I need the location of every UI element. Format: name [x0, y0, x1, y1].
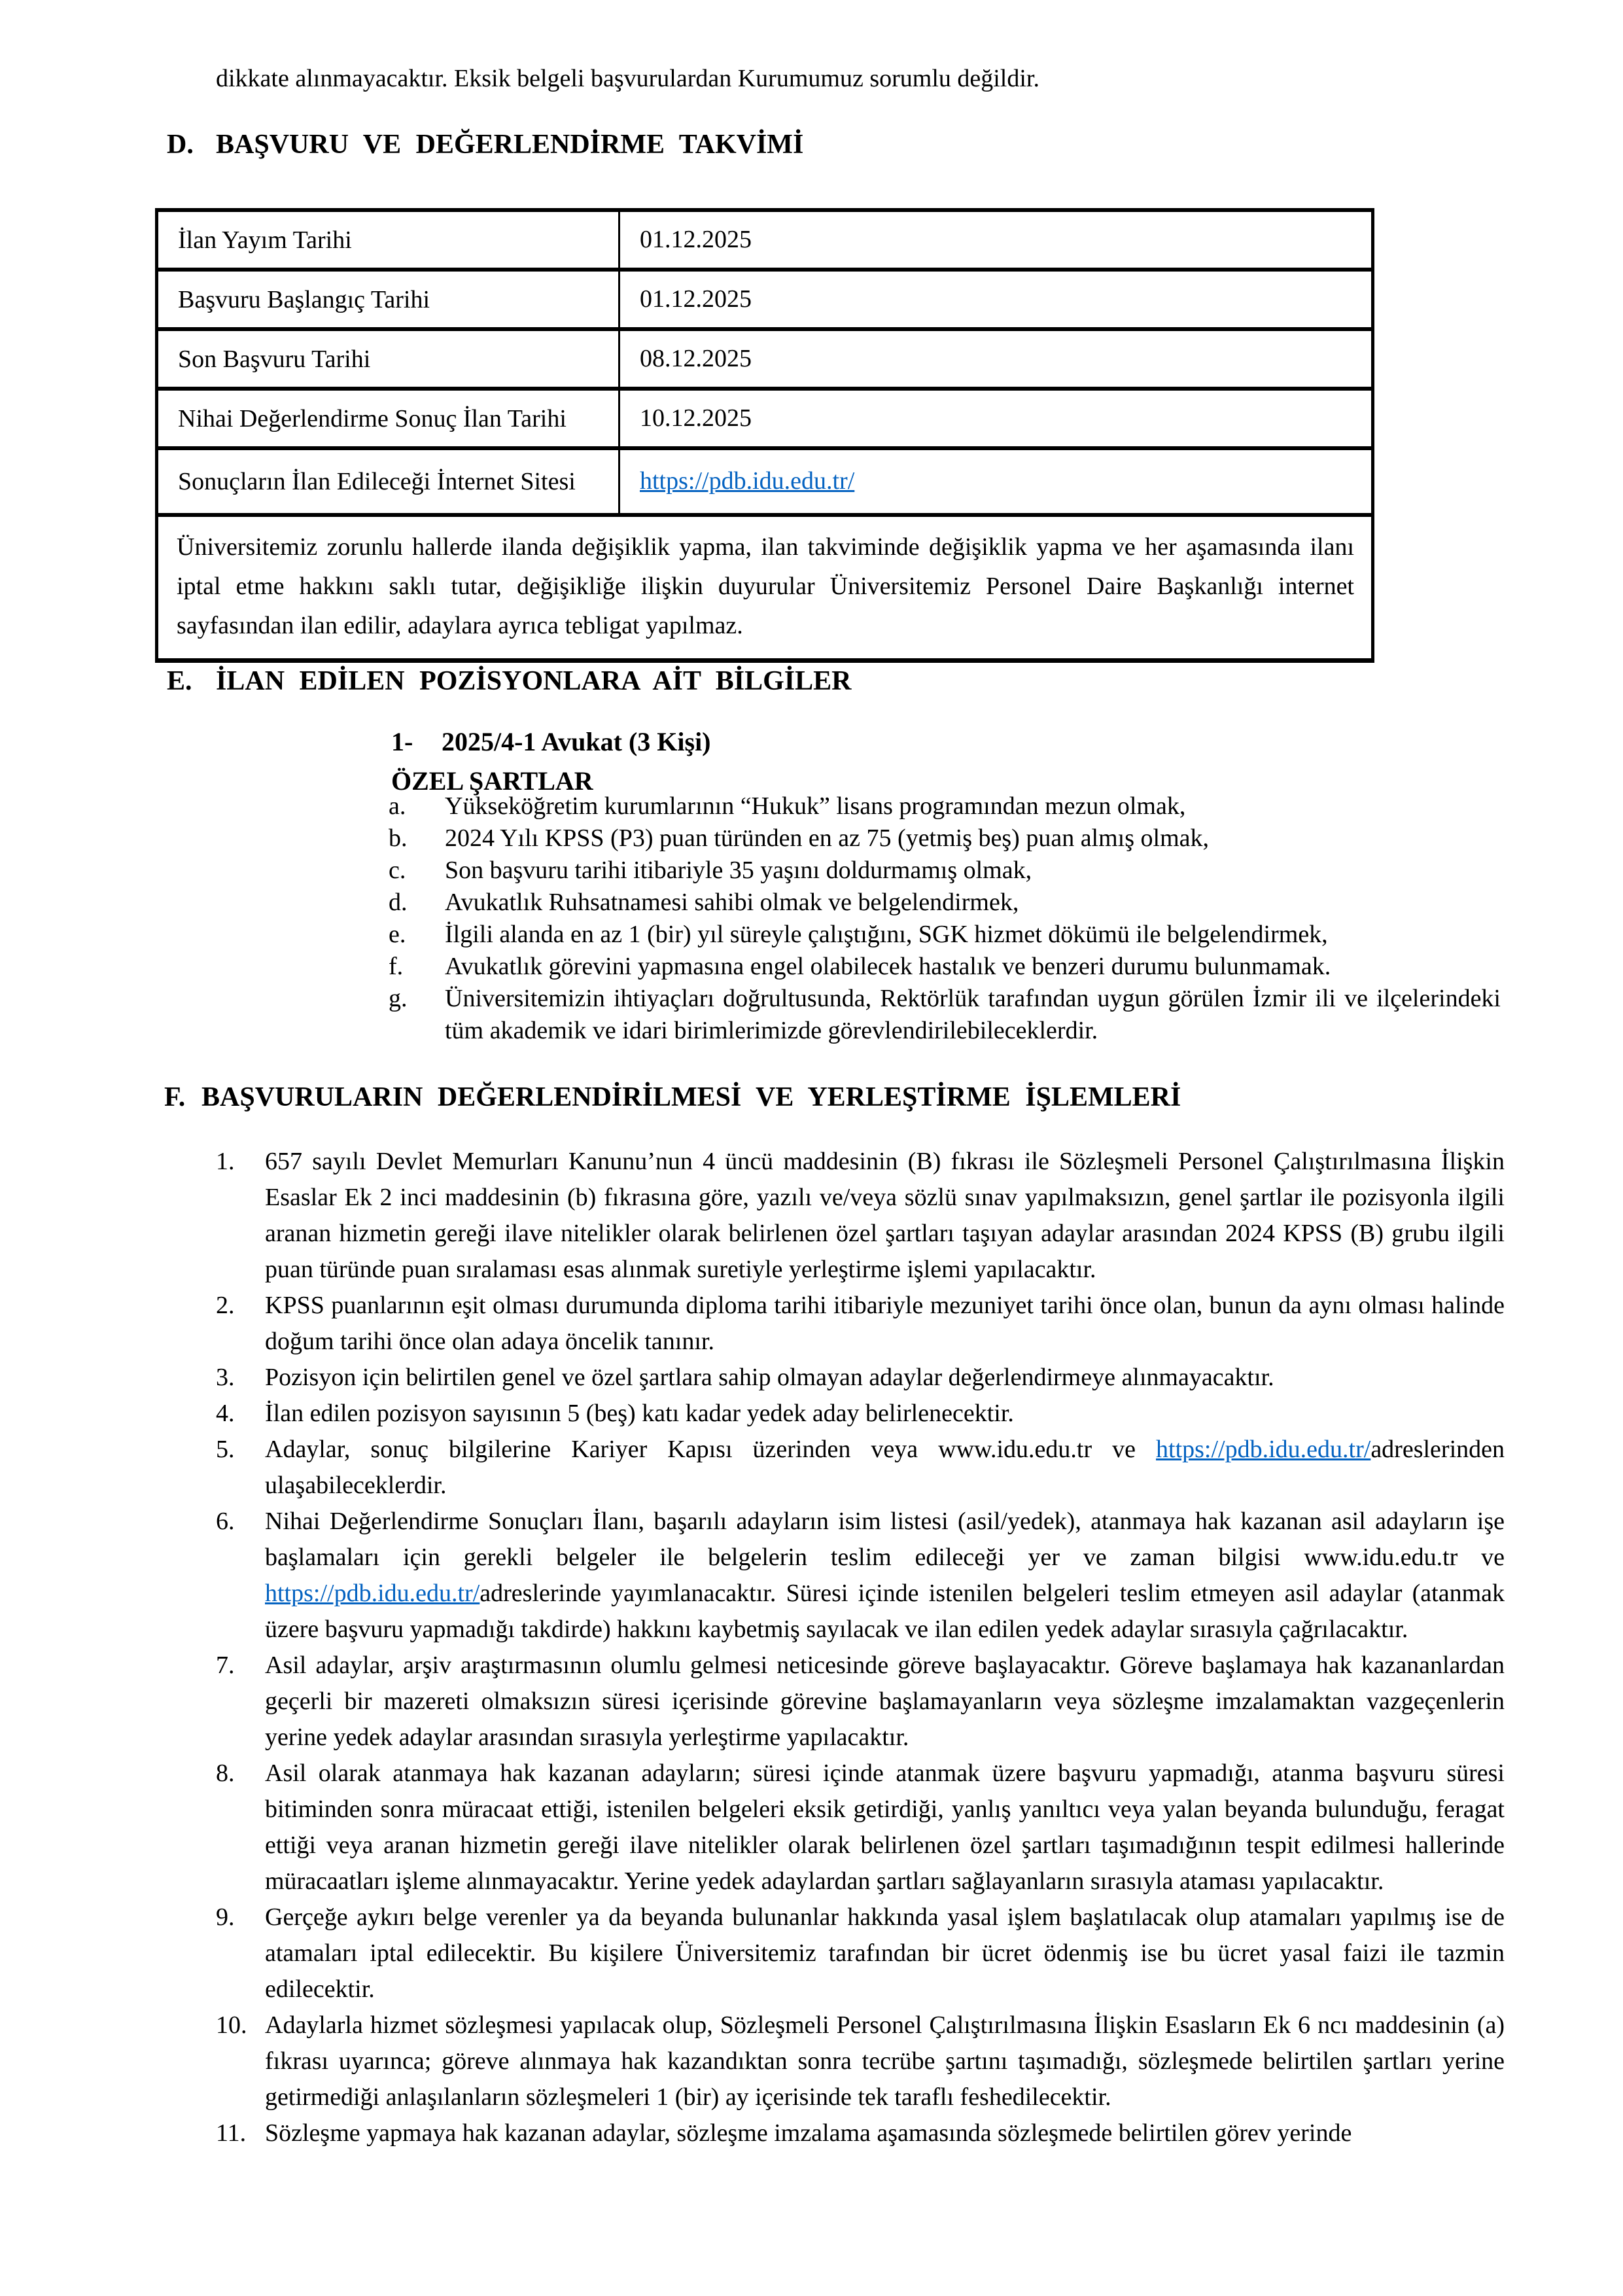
- item-marker: d.: [389, 889, 408, 916]
- item-marker: 3.: [216, 1364, 235, 1391]
- list-item: [389, 983, 1501, 1047]
- table-row-value: 01.12.2025: [640, 285, 752, 313]
- table-row-value: 01.12.2025: [640, 225, 752, 253]
- item-marker: 9.: [216, 1903, 235, 1931]
- table-row: [158, 272, 1371, 331]
- section-d-heading: [167, 127, 803, 163]
- list-item: [216, 1432, 1505, 1504]
- list-item: [216, 2115, 1505, 2151]
- item-text: Nihai Değerlendirme Sonuçları İlanı, başarılı adayların isim listesi (asil/yedek), atanmaya hak kazanan asil adayların işe başlamaları için gerekli belgeler ile belgelerin teslim edileceği yer ve zaman bilgisi www.idu.edu.tr ve: [265, 1508, 1505, 1571]
- list-item: [389, 951, 1501, 983]
- section-f-label: F.: [164, 1082, 186, 1112]
- pdb-website-link[interactable]: https://pdb.idu.edu.tr/: [265, 1580, 480, 1607]
- item-text: KPSS puanlarının eşit olması durumunda diploma tarihi itibariyle mezuniyet tarihi önce olan, bunun da aynı olması halinde doğum tarihi önce olan adaya öncelik tanınır.: [265, 1292, 1505, 1355]
- section-f-title: BAŞVURULARIN DEĞERLENDİRİLMESİ VE YERLEŞTİRME İŞLEMLERİ: [201, 1082, 1181, 1112]
- item-text: Adaylar, sonuç bilgilerine Kariyer Kapısı üzerinden veya www.idu.edu.tr ve: [265, 1436, 1157, 1463]
- item-text: Adaylarla hizmet sözleşmesi yapılacak olup, Sözleşmeli Personel Çalıştırılmasına İlişkin Esasların Ek 6 ncı maddesinin (a) fıkrası uyarınca; göreve alınmaya hak kazandıktan sonra tecrübe şartını taşımadığı, sözleşmede belirtilen şartları yerine getirmediği anlaşılanların sözleşmeleri 1 (bir) ay içerisinde tek taraflı feshedilecektir.: [265, 2011, 1505, 2111]
- table-row-label: Başvuru Başlangıç Tarihi: [158, 272, 620, 327]
- item-marker: 5.: [216, 1436, 235, 1463]
- special-conditions-heading: ÖZEL ŞARTLAR: [391, 766, 593, 796]
- position-title: 2025/4-1 Avukat (3 Kişi): [442, 727, 711, 756]
- list-item: [216, 2007, 1505, 2115]
- item-marker: 4.: [216, 1400, 235, 1427]
- section-e-heading: [167, 663, 852, 699]
- item-marker: c.: [389, 857, 406, 884]
- pdb-website-link[interactable]: https://pdb.idu.edu.tr/: [1156, 1436, 1371, 1463]
- results-website-link[interactable]: https://pdb.idu.edu.tr/: [640, 467, 855, 495]
- table-row-value: [620, 450, 1371, 513]
- item-text: Asil olarak atanmaya hak kazanan adayların; süresi içinde atanmak üzere başvuru yapmadığı, atanma başvuru süresi bitiminden sonra müracaat ettiği, istenilen belgeleri eksik getirdiği, yanlış yanıltıcı veya yalan beyanda bulunduğu, feragat ettiği veya aranan hizmetin gereği ilave nitelikler olarak belirlenen özel şartları taşımadığının tespit edilmesi hallerinde müracaatları işleme alınmayacaktır. Yerine yedek adaylardan şartları sağlayanların sırasıyla ataması yapılacaktır.: [265, 1759, 1505, 1895]
- item-marker: 1.: [216, 1148, 235, 1175]
- list-item: [389, 855, 1501, 887]
- position-heading: [391, 722, 711, 762]
- item-text: adreslerinden ulaşabileceklerdir.: [265, 1436, 1505, 1499]
- item-marker: 7.: [216, 1651, 235, 1679]
- list-item: [389, 790, 1501, 822]
- item-marker: 2.: [216, 1292, 235, 1319]
- intro-paragraph: dikkate alınmayacaktır. Eksik belgeli başvurulardan Kurumumuz sorumlu değildir.: [216, 65, 1039, 92]
- position-block: [391, 722, 711, 801]
- item-text: İlan edilen pozisyon sayısının 5 (beş) katı kadar yedek aday belirlenecektir.: [265, 1400, 1014, 1427]
- item-text: Asil adaylar, arşiv araştırmasının olumlu gelmesi neticesinde göreve başlayacaktır. Göreve başlamaya hak kazananlardan geçerli bir mazereti olmaksızın süresi içerisinde görevine başlamayanların veya sözleşme imzalamaktan vazgeçenlerin yerine yedek adaylar arasından sırasıyla yerleştirme yapılacaktır.: [265, 1651, 1505, 1751]
- list-item: [216, 1756, 1505, 1899]
- section-d-label: D.: [167, 130, 194, 160]
- item-marker: f.: [389, 953, 404, 980]
- item-text: Avukatlık Ruhsatnamesi sahibi olmak ve belgelendirmek,: [445, 889, 1019, 916]
- list-item: [389, 887, 1501, 919]
- item-text: Avukatlık görevini yapmasına engel olabilecek hastalık ve benzeri durumu bulunmamak.: [445, 953, 1331, 980]
- list-item: [216, 1504, 1505, 1648]
- table-row-label: Sonuçların İlan Edileceği İnternet Sitesi: [158, 450, 620, 513]
- table-row-value: 10.12.2025: [640, 404, 752, 432]
- list-item: [216, 1899, 1505, 2007]
- list-item: [216, 1396, 1505, 1432]
- table-row-label: İlan Yayım Tarihi: [158, 212, 620, 268]
- list-item: [216, 1144, 1505, 1288]
- table-row: [158, 331, 1371, 391]
- list-item: [389, 919, 1501, 951]
- item-text: Gerçeğe aykırı belge verenler ya da beyanda bulunanlar hakkında yasal işlem başlatılacak olup atamaları yapılmış ise de atamaları iptal edilecektir. Bu kişilere Üniversitemiz tarafından bir ücret ödenmiş ise bu ücret yasal faizi ile tazmin edilecektir.: [265, 1903, 1505, 2003]
- item-text: Sözleşme yapmaya hak kazanan adaylar, sözleşme imzalama aşamasında sözleşmede belirtilen görev yerinde: [265, 2119, 1352, 2147]
- table-row-label: Nihai Değerlendirme Sonuç İlan Tarihi: [158, 391, 620, 446]
- item-text: 657 sayılı Devlet Memurları Kanunu’nun 4 üncü maddesinin (B) fıkrası ile Sözleşmeli Personel Çalıştırılmasına İlişkin Esaslar Ek 2 inci maddesinin (b) fıkrasına göre, yazılı ve/veya sözlü sınav yapılmaksızın, genel şartlar ile pozisyonla ilgili aranan hizmetin gereği ilave nitelikler olarak belirlenen özel şartları taşıyan adaylar arasından 2024 KPSS (B) grubu ilgili puan türünde puan sıralaması esas alınmak suretiyle yerleştirme işlemi yapılacaktır.: [265, 1148, 1505, 1283]
- item-text: adreslerinde yayımlanacaktır. Süresi içinde istenilen belgeleri teslim etmeyen asil adaylar (atanmak üzere başvuru yapmadığı takdirde) hakkını kaybetmiş sayılacak ve ilan edilen yedek adaylar sırasıyla çağrılacaktır.: [265, 1580, 1505, 1643]
- table-row: [158, 212, 1371, 272]
- item-marker: 10.: [216, 2011, 247, 2039]
- item-text: 2024 Yılı KPSS (P3) puan türünden en az 75 (yetmiş beş) puan almış olmak,: [445, 824, 1209, 852]
- section-d-title: BAŞVURU VE DEĞERLENDİRME TAKVİMİ: [216, 130, 804, 160]
- section-e-title: İLAN EDİLEN POZİSYONLARA AİT BİLGİLER: [216, 666, 852, 696]
- item-marker: 11.: [216, 2119, 247, 2147]
- list-item: [389, 822, 1501, 855]
- section-e-label: E.: [167, 666, 192, 696]
- position-number: 1-: [391, 727, 413, 756]
- item-marker: a.: [389, 792, 406, 820]
- list-item: [216, 1360, 1505, 1396]
- table-row-value: 08.12.2025: [640, 344, 752, 372]
- table-row-label: Son Başvuru Tarihi: [158, 331, 620, 387]
- item-text: Üniversitemizin ihtiyaçları doğrultusunda, Rektörlük tarafından uygun görülen İzmir ili ve ilçelerindeki tüm akademik ve idari birimlerimizde görevlendirilebileceklerdir.: [445, 985, 1501, 1044]
- item-text: Yükseköğretim kurumlarının “Hukuk” lisans programından mezun olmak,: [445, 792, 1186, 820]
- item-marker: 6.: [216, 1508, 235, 1535]
- list-item: [216, 1648, 1505, 1756]
- item-text: Pozisyon için belirtilen genel ve özel şartlara sahip olmayan adaylar değerlendirmeye alınmayacaktır.: [265, 1364, 1274, 1391]
- item-marker: 8.: [216, 1759, 235, 1787]
- item-marker: e.: [389, 921, 406, 948]
- table-row: [158, 450, 1371, 517]
- special-conditions-list: [389, 790, 1501, 1047]
- evaluation-list: [216, 1144, 1505, 2151]
- section-f-heading: [164, 1080, 1181, 1116]
- item-text: İlgili alanda en az 1 (bir) yıl süreyle çalıştığını, SGK hizmet dökümü ile belgelendirmek,: [445, 921, 1328, 948]
- application-schedule-table: [155, 208, 1374, 663]
- table-row: [158, 391, 1371, 450]
- list-item: [216, 1288, 1505, 1360]
- item-marker: b.: [389, 824, 408, 852]
- item-text: Son başvuru tarihi itibariyle 35 yaşını doldurmamış olmak,: [445, 857, 1032, 884]
- item-marker: g.: [389, 985, 408, 1012]
- table-note: Üniversitemiz zorunlu hallerde ilanda değişiklik yapma, ilan takviminde değişiklik yapma ve her aşamasında ilanı iptal etme hakkını saklı tutar, değişikliğe ilişkin duyurular Üniversitemiz Personel Daire Başkanlığı internet sayfasından ilan edilir, adaylara ayrıca tebligat yapılmaz.: [177, 533, 1354, 639]
